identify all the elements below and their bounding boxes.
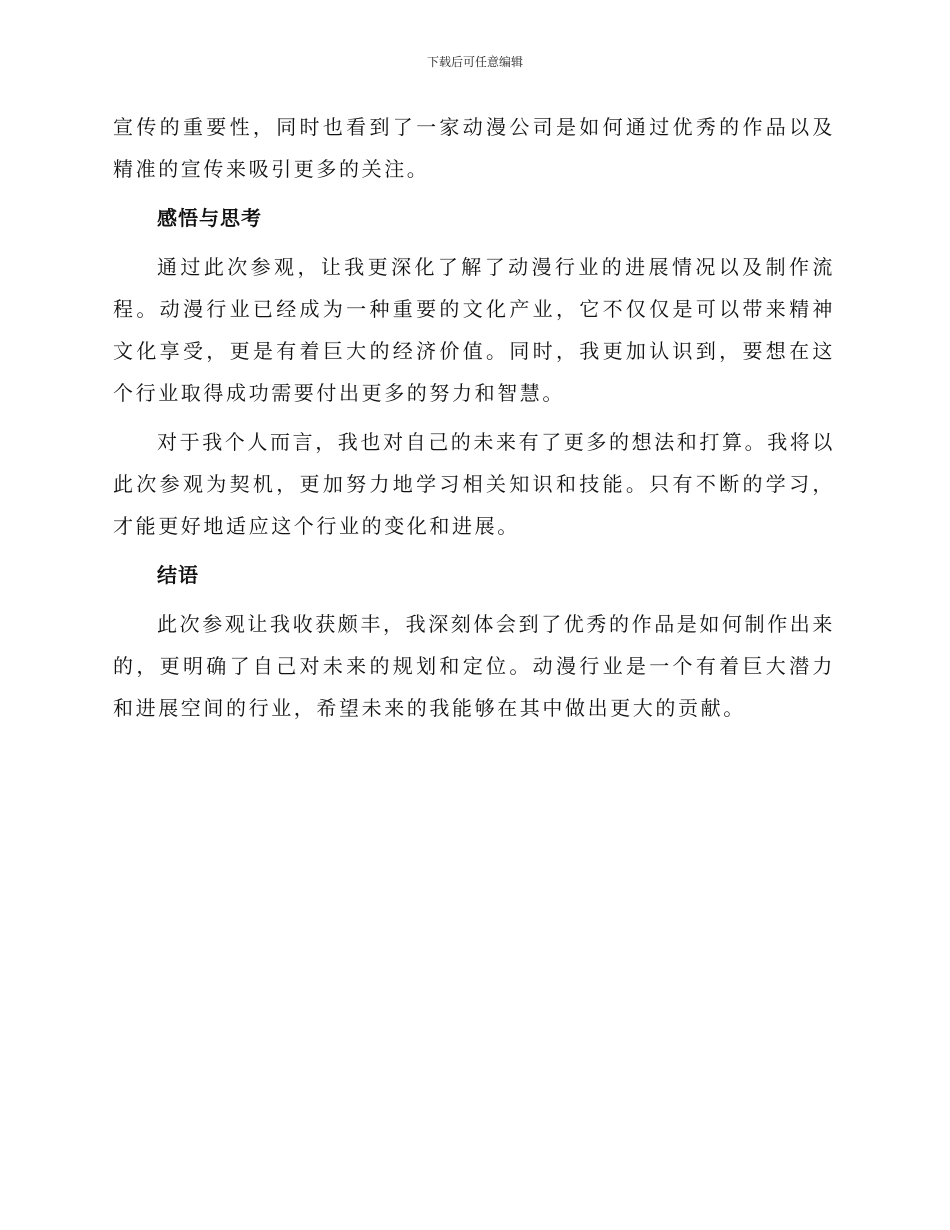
reflection-paragraph-2: 对于我个人而言，我也对自己的未来有了更多的想法和打算。我将以此次参观为契机，更加努力地学习相关知识和技能。只有不断的学习，才能更好地适应这个行业的变化和进展。 xyxy=(113,430,835,538)
reflection-paragraph-1: 通过此次参观，让我更深化了解了动漫行业的进展情况以及制作流程。动漫行业已经成为一种重要的文化产业，它不仅仅是可以带来精神文化享受，更是有着巨大的经济价值。同时，我更加认识到，要想在这个行业取得成功需要付出更多的努力和智慧。 xyxy=(113,255,835,405)
conclusion-paragraph: 此次参观让我收获颇丰，我深刻体会到了优秀的作品是如何制作出来的，更明确了自己对未来的规划和定位。动漫行业是一个有着巨大潜力和进展空间的行业，希望未来的我能够在其中做出更大的贡献。 xyxy=(113,612,835,720)
page-header-note: 下载后可任意编辑 xyxy=(426,55,523,69)
conclusion-heading: 结语 xyxy=(157,563,199,587)
intro-tail-paragraph: 宣传的重要性，同时也看到了一家动漫公司是如何通过优秀的作品以及精准的宣传来吸引更多的关注。 xyxy=(113,115,835,181)
document-body xyxy=(113,106,835,729)
reflection-heading: 感悟与思考 xyxy=(157,206,262,230)
